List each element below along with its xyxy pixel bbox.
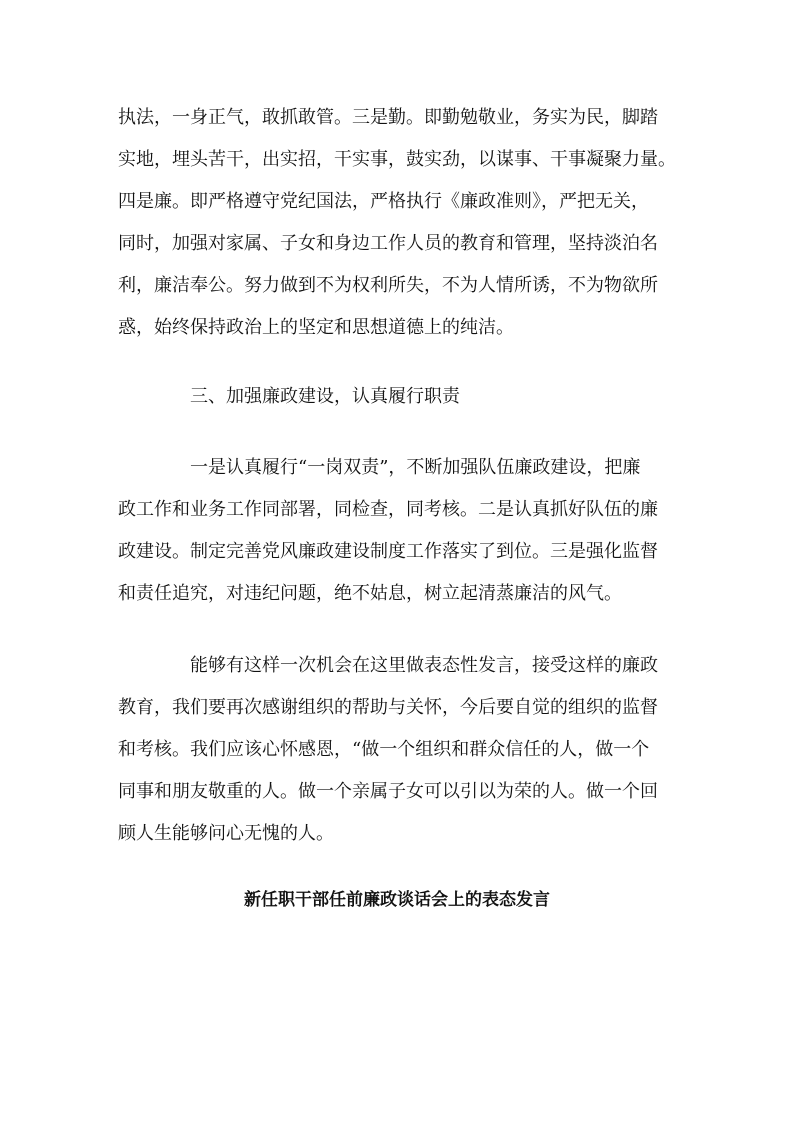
text-line: 同事和朋友敬重的人。做一个亲属子女可以引以为荣的人。做一个回: [118, 781, 658, 802]
text-line: 四是廉。即严格遵守党纪国法，严格执行《廉政准则》，严把无关，: [118, 191, 649, 212]
text-line: 实地，埋头苦干，出实招，干实事，鼓实劲，以谋事、干事凝聚力量。: [118, 149, 676, 170]
document-title: 新任职干部任前廉政谈话会上的表态发言: [244, 890, 550, 910]
text-line: 和考核。我们应该心怀感恩，“做一个组织和群众信任的人，做一个: [118, 739, 650, 760]
text-line: 顾人生能够问心无愧的人。: [118, 823, 334, 844]
text-line: 能够有这样一次机会在这里做表态性发言，接受这样的廉政: [190, 655, 658, 676]
text-line: 同时，加强对家属、子女和身边工作人员的教育和管理，坚持淡泊名: [118, 233, 658, 254]
section-heading-text: 三、加强廉政建设，认真履行职责: [190, 386, 460, 407]
text-line: 惑，始终保持政治上的坚定和思想道德上的纯洁。: [118, 317, 514, 338]
text-line: 一是认真履行“一岗双责”，不断加强队伍廉政建设，把廉: [190, 457, 641, 478]
text-line: 教育，我们要再次感谢组织的帮助与关怀，今后要自觉的组织的监督: [118, 697, 658, 718]
text-line: 和责任追究，对违纪问题，绝不姑息，树立起清蒸廉洁的风气。: [118, 583, 622, 604]
text-line: 利，廉洁奉公。努力做到不为权利所失，不为人情所诱，不为物欲所: [118, 275, 658, 296]
text-line: 政工作和业务工作同部署，同检查，同考核。二是认真抓好队伍的廉: [118, 499, 658, 520]
text-line: 政建设。制定完善党风廉政建设制度工作落实了到位。三是强化监督: [118, 541, 658, 562]
text-line: 执法，一身正气，敢抓敢管。三是勤。即勤勉敬业，务实为民，脚踏: [118, 107, 658, 128]
